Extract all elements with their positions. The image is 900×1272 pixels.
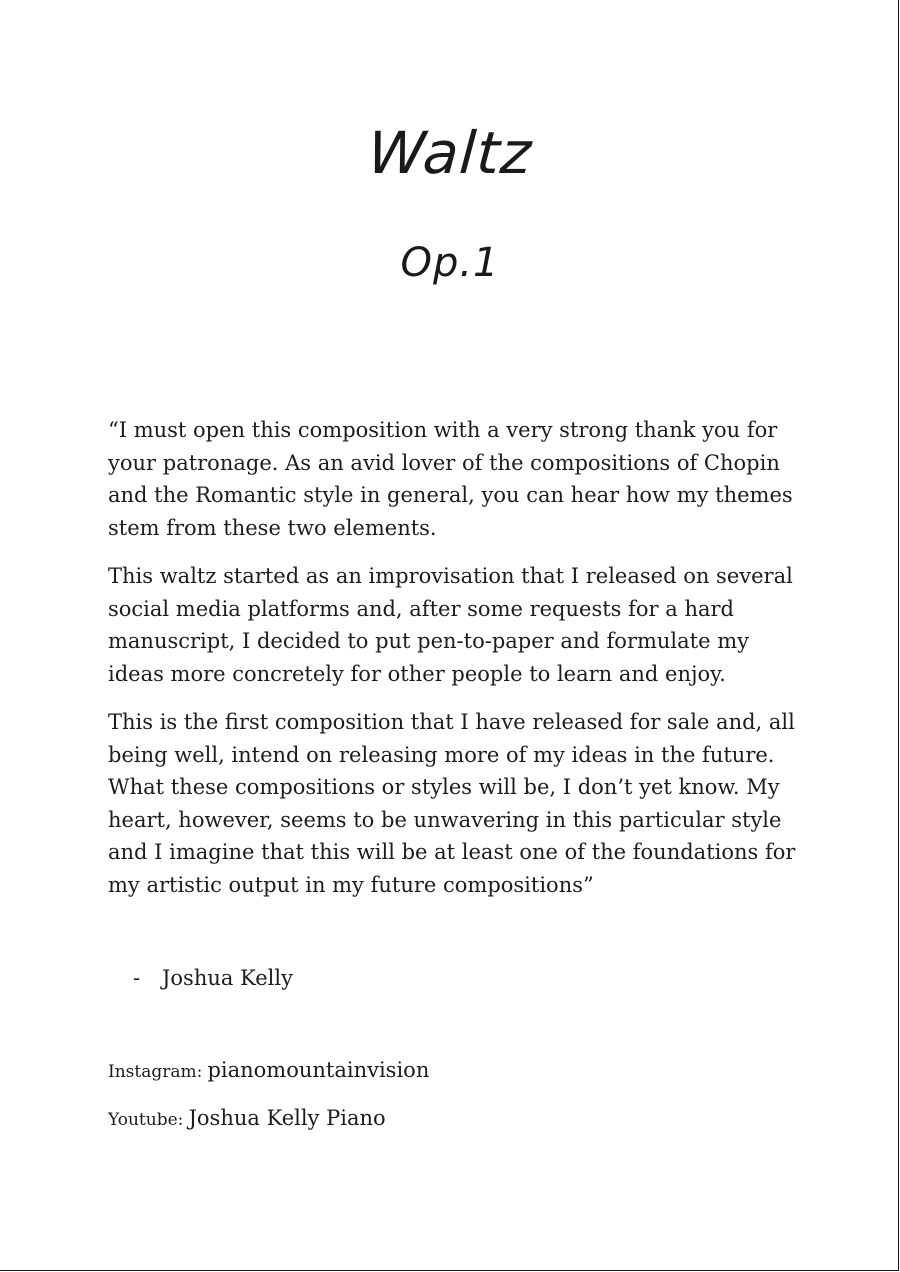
signature	[133, 962, 293, 994]
signature-dash: -	[133, 966, 141, 990]
instagram-label: Instagram:	[108, 1062, 203, 1082]
youtube-line	[108, 1106, 386, 1130]
page-title: Waltz	[365, 119, 535, 187]
paragraph-future: This is the first composition that I have released for sale and, all being well, intend on releasing more of my ideas in the future. What these compositions or styles will be, I don’t yet know. My heart, however, seems to be unwavering in this particular style and I imagine that this will be at least one of the foundations for my artistic output in my future compositions”	[108, 710, 796, 897]
paragraph-intro: “I must open this composition with a very strong thank you for your patronage. As an avid lover of the compositions of Chopin and the Romantic style in general, you can hear how my themes stem from these two elements.	[108, 418, 793, 540]
signature-name: Joshua Kelly	[162, 966, 293, 990]
instagram-line	[108, 1058, 429, 1082]
paragraph-origin: This waltz started as an improvisation that I released on several social media platforms and, after some requests for a hard manuscript, I decided to put pen-to-paper and formulate my ideas more concretely for other people to learn and enjoy.	[108, 564, 793, 686]
youtube-channel: Joshua Kelly Piano	[188, 1106, 386, 1130]
opus-number: Op.1	[400, 240, 500, 286]
instagram-handle: pianomountainvision	[207, 1058, 430, 1082]
youtube-label: Youtube:	[108, 1110, 184, 1130]
